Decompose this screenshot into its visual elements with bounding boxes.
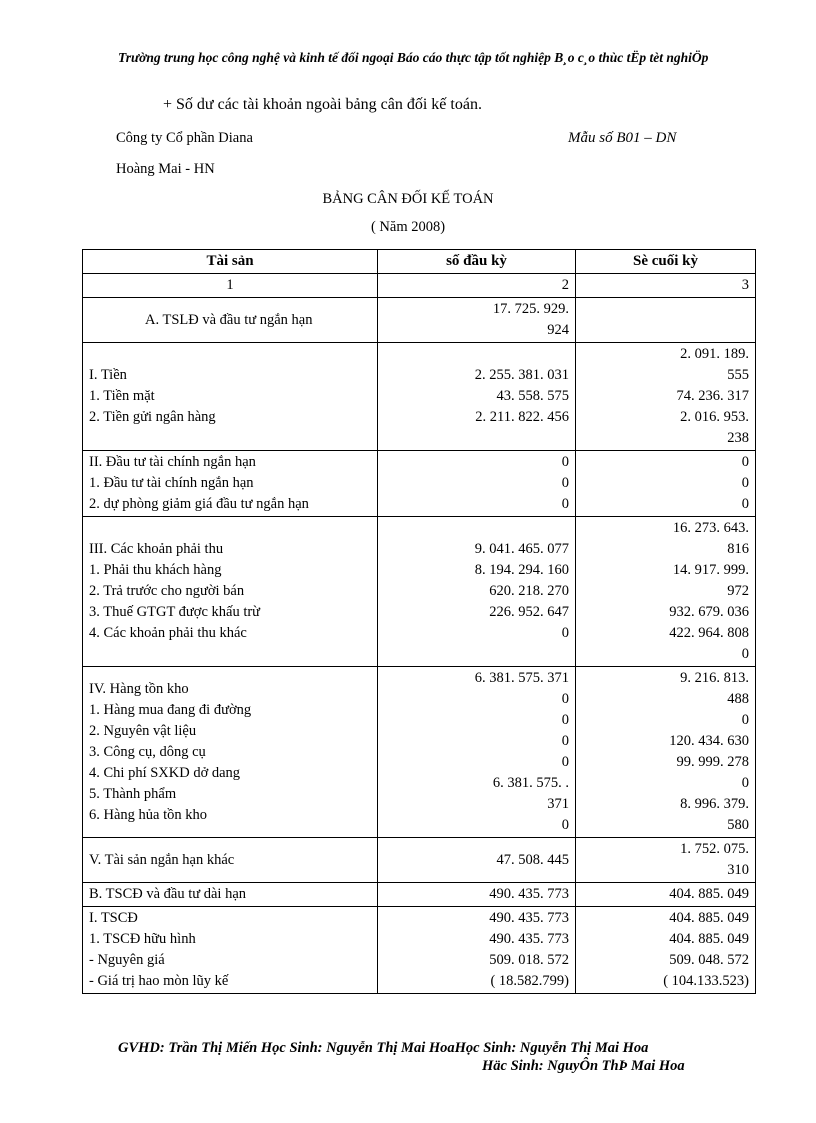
table-row bbox=[83, 883, 756, 907]
table-header-row bbox=[83, 250, 756, 274]
row-label: I. Tiền 1. Tiền mặt 2. Tiền gửi ngân hàng bbox=[83, 343, 378, 451]
index-col-1: 1 bbox=[83, 274, 378, 298]
report-header: Trường trung học công nghệ và kinh tế đối ngoại Báo cáo thực tập tốt nghiệp B¸o c¸o thùc tËp tèt nghiÖp bbox=[118, 50, 709, 65]
row-label: III. Các khoản phải thu 1. Phải thu khách hàng 2. Trả trước cho người bán 3. Thuế GTGT được khấu trừ 4. Các khoản phải thu khác bbox=[83, 517, 378, 667]
note-line: + Số dư các tài khoản ngoài bảng cân đối kế toán. bbox=[163, 96, 482, 113]
row-end-value: 16. 273. 643. 816 14. 917. 999. 972 932. 679. 036 422. 964. 808 0 bbox=[576, 517, 756, 667]
footer-line-1: GVHD: Trần Thị Miến Học Sinh: Nguyễn Thị Mai HoaHọc Sinh: Nguyễn Thị Mai Hoa bbox=[118, 1040, 649, 1056]
row-start-value: 2. 255. 381. 031 43. 558. 575 2. 211. 822. 456 bbox=[378, 343, 576, 451]
row-end-value: 1. 752. 075. 310 bbox=[576, 838, 756, 883]
row-end-value: 2. 091. 189. 555 74. 236. 317 2. 016. 953. 238 bbox=[576, 343, 756, 451]
row-start-value: 17. 725. 929. 924 bbox=[378, 298, 576, 343]
table-row bbox=[83, 343, 756, 451]
row-label: V. Tài sản ngắn hạn khác bbox=[83, 838, 378, 883]
row-start-value: 9. 041. 465. 077 8. 194. 294. 160 620. 218. 270 226. 952. 647 0 bbox=[378, 517, 576, 667]
index-col-3: 3 bbox=[576, 274, 756, 298]
row-label: II. Đầu tư tài chính ngắn hạn 1. Đầu tư tài chính ngắn hạn 2. dự phòng giảm giá đầu tư ngắn hạn bbox=[83, 451, 378, 517]
table-row bbox=[83, 907, 756, 994]
balance-sheet-table bbox=[82, 249, 756, 994]
table-row bbox=[83, 667, 756, 838]
row-start-value: 47. 508. 445 bbox=[378, 838, 576, 883]
row-end-value bbox=[576, 298, 756, 343]
header-opening-balance: số đầu kỳ bbox=[378, 250, 576, 274]
table-row bbox=[83, 298, 756, 343]
row-label: IV. Hàng tồn kho 1. Hàng mua đang đi đường 2. Nguyên vật liệu 3. Công cụ, dông cụ 4. Chi phí SXKD dở dang 5. Thành phẩm 6. Hàng hủa tồn kho bbox=[83, 667, 378, 838]
row-start-value: 0 0 0 bbox=[378, 451, 576, 517]
table-index-row bbox=[83, 274, 756, 298]
row-end-value: 404. 885. 049 bbox=[576, 883, 756, 907]
row-end-value: 404. 885. 049 404. 885. 049 509. 048. 572 ( 104.133.523) bbox=[576, 907, 756, 994]
row-label: I. TSCĐ 1. TSCĐ hữu hình - Nguyên giá - Giá trị hao mòn lũy kế bbox=[83, 907, 378, 994]
footer-line-2: Häc Sinh: NguyÔn ThÞ Mai Hoa bbox=[482, 1058, 685, 1074]
document-title: BẢNG CÂN ĐỐI KẾ TOÁN bbox=[322, 191, 494, 207]
row-end-value: 9. 216. 813. 488 0 120. 434. 630 99. 999. 278 0 8. 996. 379. 580 bbox=[576, 667, 756, 838]
row-label: A. TSLĐ và đầu tư ngắn hạn bbox=[83, 298, 378, 343]
header-assets: Tài sản bbox=[83, 250, 378, 274]
row-start-value: 490. 435. 773 490. 435. 773 509. 018. 572 ( 18.582.799) bbox=[378, 907, 576, 994]
row-start-value: 6. 381. 575. 371 0 0 0 0 6. 381. 575. . 371 0 bbox=[378, 667, 576, 838]
header-closing-balance: Sè cuối kỳ bbox=[576, 250, 756, 274]
table-row bbox=[83, 517, 756, 667]
index-col-2: 2 bbox=[378, 274, 576, 298]
table-row bbox=[83, 451, 756, 517]
form-number: Mẫu số B01 – DN bbox=[568, 130, 677, 146]
company-location: Hoàng Mai - HN bbox=[116, 161, 215, 177]
row-label: B. TSCĐ và đầu tư dài hạn bbox=[83, 883, 378, 907]
company-name: Công ty Cổ phần Diana bbox=[116, 130, 253, 146]
row-start-value: 490. 435. 773 bbox=[378, 883, 576, 907]
row-end-value: 0 0 0 bbox=[576, 451, 756, 517]
table-row bbox=[83, 838, 756, 883]
document-year: ( Năm 2008) bbox=[370, 219, 446, 235]
